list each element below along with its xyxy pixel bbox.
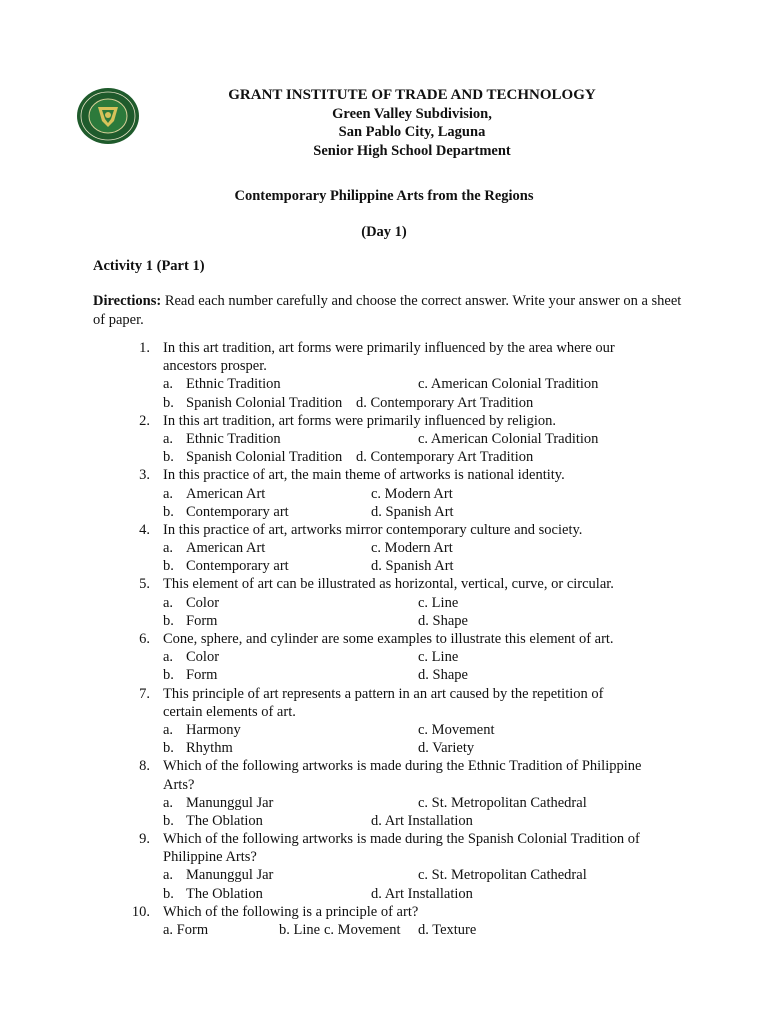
question-text-line [0,521,768,539]
option-a: a. Form [163,922,209,938]
question-text-line [0,575,768,593]
question-number: 2. [139,412,150,429]
directions-paragraph [93,292,693,330]
option-a: Manunggul Jar [186,867,274,884]
option-c: c. Line [418,594,459,611]
question-text-line [0,703,768,721]
option-b: The Oblation [186,885,263,902]
option-row [0,375,768,393]
option-row [0,739,768,757]
directions-text: Read each number carefully and choose the correct answer. Write your answer on a sheet of paper. [93,293,682,328]
question-text-line [0,830,768,848]
option-row [0,666,768,684]
question-item [0,466,768,521]
question-item [0,575,768,630]
option-d: d. Shape [418,667,468,684]
institution-name: GRANT INSTITUTE OF TRADE AND TECHNOLOGY [228,87,596,103]
option-letter-a: a. [163,540,174,557]
option-a: Harmony [186,721,241,738]
option-letter-b: b. [163,503,174,520]
option-b: Form [186,612,218,629]
option-row [0,594,768,612]
question-number: 4. [139,521,150,538]
option-b: Contemporary art [186,503,289,520]
question-text: In this practice of art, artworks mirror contemporary culture and society. [163,521,583,538]
option-d: d. Texture [418,922,477,938]
option-letter-b: b. [163,667,174,684]
option-row [0,812,768,830]
option-c: c. Movement [324,922,401,938]
option-c: c. St. Metropolitan Cathedral [418,867,587,884]
option-letter-a: a. [163,794,174,811]
option-row [0,721,768,739]
option-row [0,866,768,884]
day-label: (Day 1) [361,224,407,240]
question-number: 1. [139,340,150,356]
option-row [0,885,768,903]
option-row [0,539,768,557]
document-header [0,86,768,160]
option-letter-b: b. [163,558,174,575]
question-number: 6. [139,631,150,647]
option-letter-b: b. [163,449,174,466]
option-row [0,648,768,666]
subject-title: Contemporary Philippine Arts from the Regions [234,188,534,204]
option-row [0,503,768,521]
question-text: In this art tradition, art forms were primarily influenced by the area where our [163,340,615,356]
option-c: c. Line [418,649,459,666]
question-text: Philippine Arts? [163,849,257,866]
activity-heading: Activity 1 (Part 1) [93,258,205,274]
option-a: Ethnic Tradition [186,430,281,447]
question-item [0,685,768,758]
question-item [0,630,768,685]
option-c: c. St. Metropolitan Cathedral [418,794,587,811]
directions-label: Directions: [93,293,162,309]
option-a: American Art [186,485,266,502]
question-text: Which of the following artworks is made during the Ethnic Tradition of Philippine [163,758,642,775]
option-c: c. Modern Art [371,485,453,502]
question-text: In this art tradition, art forms were primarily influenced by religion. [163,412,556,429]
option-a: American Art [186,540,266,557]
question-text: In this practice of art, the main theme of artworks is national identity. [163,467,565,484]
question-item [0,412,768,467]
question-number: 3. [139,467,150,484]
option-b: The Oblation [186,812,263,829]
option-b: Spanish Colonial Tradition [186,394,343,411]
question-text: Cone, sphere, and cylinder are some examples to illustrate this element of art. [163,631,614,647]
question-text-line [0,685,768,703]
option-d: d. Spanish Art [371,503,454,520]
option-letter-b: b. [163,812,174,829]
option-a: Ethnic Tradition [186,376,281,393]
option-letter-a: a. [163,721,174,738]
question-text-line [0,466,768,484]
question-text-line [0,903,768,921]
question-text-line [0,630,768,648]
option-b: Contemporary art [186,558,289,575]
option-row [0,485,768,503]
option-letter-a: a. [163,376,174,393]
option-c: c. Movement [418,721,495,738]
option-letter-b: b. [163,394,174,411]
option-letter-a: a. [163,649,174,666]
option-row [0,394,768,412]
option-letter-a: a. [163,430,174,447]
option-row [0,448,768,466]
option-row [0,921,768,939]
question-item [0,521,768,576]
option-row [0,794,768,812]
question-number: 7. [139,685,150,702]
question-text-line [0,412,768,430]
question-item [0,757,768,830]
option-b: Form [186,667,218,684]
question-text-line [0,339,768,357]
option-a: Manunggul Jar [186,794,274,811]
question-number: 5. [139,576,150,593]
option-letter-a: a. [163,485,174,502]
address-line-1: Green Valley Subdivision, [332,105,492,122]
option-c: c. American Colonial Tradition [418,430,599,447]
option-row [0,430,768,448]
question-item [0,903,768,939]
department-name: Senior High School Department [313,142,511,159]
question-item [0,830,768,903]
question-text: This principle of art represents a pattern in an art caused by the repetition of [163,685,604,702]
option-d: d. Art Installation [371,885,473,902]
option-b: Spanish Colonial Tradition [186,449,343,466]
question-text: Which of the following is a principle of art? [163,903,419,920]
option-c: c. Modern Art [371,540,453,557]
address-line-2: San Pablo City, Laguna [338,124,486,140]
option-d: d. Shape [418,612,468,629]
question-list [0,339,768,939]
question-text-line [0,776,768,794]
question-text: This element of art can be illustrated as horizontal, vertical, curve, or circular. [163,576,614,593]
question-text: ancestors prosper. [163,358,267,375]
option-letter-a: a. [163,867,174,884]
question-number: 8. [139,758,150,775]
question-item [0,339,768,412]
option-d: d. Variety [418,740,475,757]
question-text-line [0,357,768,375]
question-text: Which of the following artworks is made during the Spanish Colonial Tradition of [163,831,640,848]
question-number: 9. [139,831,150,848]
question-text: certain elements of art. [163,703,296,720]
question-number: 10. [131,903,150,920]
option-row [0,557,768,575]
question-text-line [0,757,768,775]
question-text: Arts? [163,776,195,793]
option-letter-a: a. [163,594,174,611]
option-row [0,612,768,630]
option-b: Rhythm [186,740,233,757]
option-letter-b: b. [163,740,174,757]
option-c: c. American Colonial Tradition [418,376,599,393]
question-text-line [0,848,768,866]
option-d: d. Contemporary Art Tradition [356,394,534,411]
option-letter-b: b. [163,885,174,902]
option-a: Color [186,649,220,666]
option-a: Color [186,594,220,611]
option-b: b. Line [279,922,321,938]
option-d: d. Contemporary Art Tradition [356,449,534,466]
option-d: d. Art Installation [371,812,473,829]
option-d: d. Spanish Art [371,558,454,575]
option-letter-b: b. [163,612,174,629]
